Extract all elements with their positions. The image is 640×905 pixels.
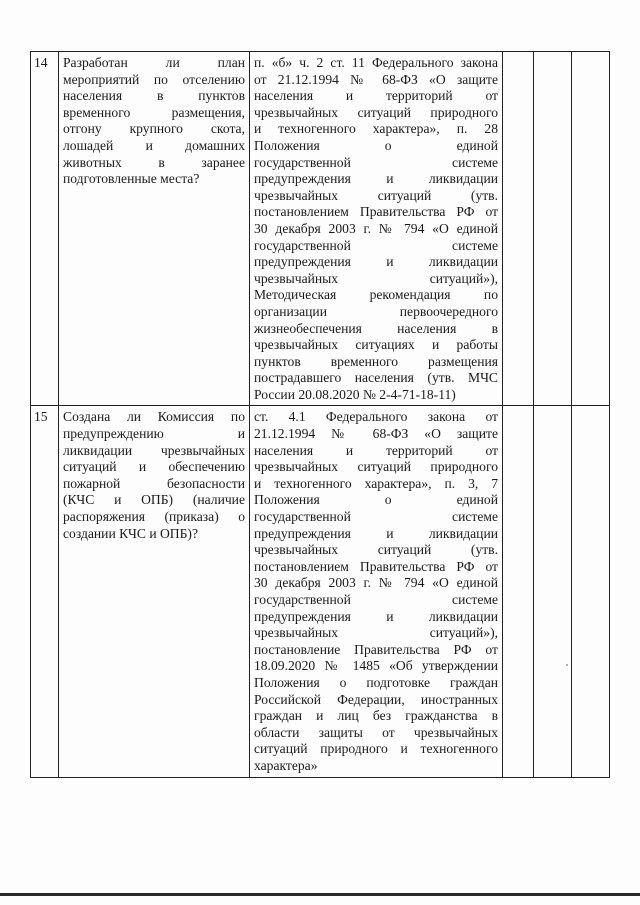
question-cell <box>59 406 250 777</box>
answer-cell-na[interactable] <box>572 406 610 777</box>
text-line: пунктов временного размещения <box>254 353 498 369</box>
text-line: лошадей и домашних <box>63 137 245 153</box>
legal-basis-cell <box>250 52 503 406</box>
text-line: пострадавшего населения (утв. МЧС <box>254 370 498 386</box>
text-line: чрезвычайных ситуаций природного <box>254 104 498 120</box>
text-line: чрезвычайных ситуациях и работы <box>254 337 498 353</box>
text-line: создании КЧС и ОПБ)? <box>63 525 198 541</box>
text-line: отгону крупного скота, <box>63 121 245 137</box>
text-line: 30 декабря 2003 г. № 794 «О единой <box>254 220 498 236</box>
text-line: жизнеобеспечения населения в <box>254 320 498 336</box>
answer-cell-no[interactable] <box>534 406 572 777</box>
text-line: предупреждения и ликвидации <box>254 608 498 624</box>
text-line: Создана ли Комиссия по <box>63 409 245 425</box>
text-line: области защиты от чрезвычайных <box>254 724 498 740</box>
question-cell <box>59 52 250 406</box>
text-line: предупреждения и ликвидации <box>254 254 498 270</box>
legal-basis-text <box>254 409 498 774</box>
text-line: предупреждения и ликвидации <box>254 525 498 541</box>
legal-basis-cell <box>250 406 503 777</box>
text-line: организации первоочередного <box>254 303 498 319</box>
text-line: населения в пунктов <box>63 88 245 104</box>
text-line: подготовленные места? <box>63 171 200 187</box>
text-line: чрезвычайных ситуаций»), <box>254 625 498 641</box>
table-row <box>31 406 610 777</box>
text-line: государственной системе <box>254 237 498 253</box>
text-line: 30 декабря 2003 г. № 794 «О единой <box>254 575 498 591</box>
text-line: 21.12.1994 № 68-ФЗ «О защите <box>254 426 498 442</box>
text-line: населения и территорий от <box>254 442 498 458</box>
text-line: от 21.12.1994 № 68-ФЗ «О защите <box>254 71 498 87</box>
legal-basis-text <box>254 55 498 403</box>
text-line: животных в заранее <box>63 154 245 170</box>
text-line: Российской Федерации, иностранных <box>254 691 498 707</box>
text-line: государственной системе <box>254 592 498 607</box>
answer-cell-no[interactable] <box>534 52 572 406</box>
text-line: чрезвычайных ситуаций»), <box>254 270 498 286</box>
text-line: ст. 4.1 Федерального закона от <box>254 409 498 425</box>
row-number-cell <box>31 52 59 406</box>
text-line: и техногенного характера», п. 28 <box>254 121 498 137</box>
answer-cell-yes[interactable] <box>503 406 534 777</box>
text-line: чрезвычайных ситуаций природного <box>254 459 498 475</box>
text-line: временного размещения, <box>63 104 245 120</box>
scan-speck <box>566 664 568 666</box>
text-line: населения и территорий от <box>254 88 498 104</box>
text-line: чрезвычайных ситуаций (утв. <box>254 187 498 203</box>
text-line: Положения о подготовке граждан <box>254 674 498 690</box>
text-line: ситуаций и обеспечению <box>63 459 245 475</box>
answer-cell-na[interactable] <box>572 52 610 406</box>
row-number-cell <box>31 406 59 777</box>
text-line: ликвидации чрезвычайных <box>63 442 245 458</box>
text-line: предупреждению и <box>63 426 245 442</box>
text-line: граждан и лиц без гражданства в <box>254 708 498 724</box>
question-text <box>63 409 245 542</box>
text-line: предупреждения и ликвидации <box>254 171 498 187</box>
text-line: государственной системе <box>254 154 498 170</box>
text-line: мероприятий по отселению <box>63 71 245 87</box>
table-row <box>31 52 610 406</box>
answer-cell-yes[interactable] <box>503 52 534 406</box>
question-text <box>63 55 245 188</box>
row-number: 14 <box>34 55 48 70</box>
text-line: 18.09.2020 № 1485 «Об утверждении <box>254 658 498 674</box>
page-bottom-edge <box>0 893 640 896</box>
text-line: постановлением Правительства РФ от <box>254 204 498 220</box>
checklist-table-body <box>31 52 610 778</box>
text-line: (КЧС и ОПБ) (наличие <box>63 492 245 508</box>
text-line: пожарной безопасности <box>63 475 245 491</box>
text-line: Разработан ли план <box>63 55 245 70</box>
text-line: России 20.08.2020 № 2-4-71-18-11) <box>254 386 456 402</box>
text-line: ситуаций природного и техногенного <box>254 741 498 757</box>
text-line: и техногенного характера», п. 3, 7 <box>254 475 498 491</box>
text-line: государственной системе <box>254 509 498 525</box>
text-line: Положения о единой <box>254 492 498 508</box>
text-line: распоряжения (приказа) о <box>63 509 245 525</box>
row-number: 15 <box>34 409 48 425</box>
text-line: Положения о единой <box>254 137 498 153</box>
checklist-table <box>30 51 610 778</box>
text-line: чрезвычайных ситуаций (утв. <box>254 542 498 558</box>
text-line: характера» <box>254 757 318 773</box>
text-line: постановление Правительства РФ от <box>254 641 498 657</box>
text-line: Методическая рекомендация по <box>254 287 498 303</box>
text-line: п. «б» ч. 2 ст. 11 Федерального закона <box>254 55 498 70</box>
text-line: постановлением Правительства РФ от <box>254 558 498 574</box>
